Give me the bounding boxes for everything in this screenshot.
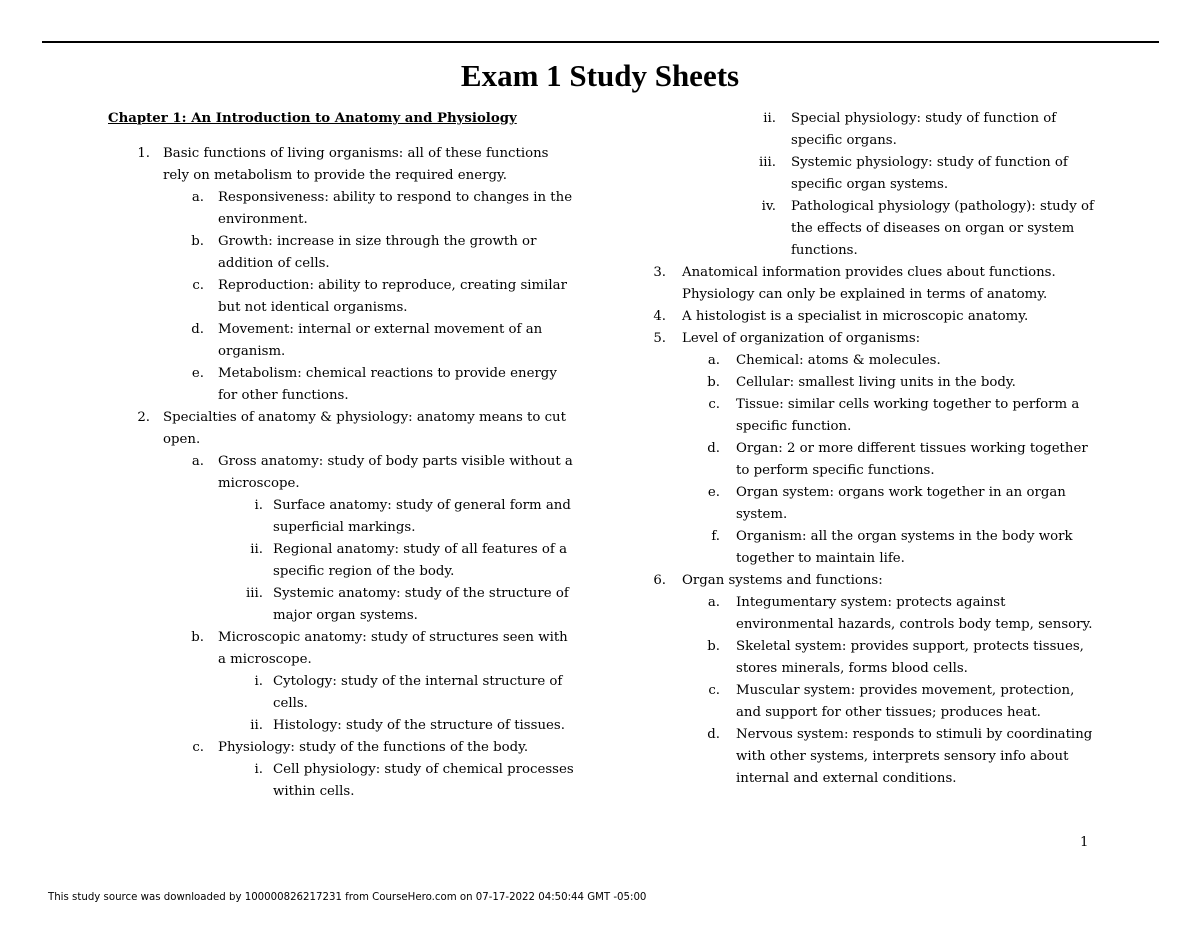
outline-marker: f. bbox=[711, 529, 720, 544]
outline-marker: d. bbox=[707, 441, 720, 456]
outline-marker: b. bbox=[191, 630, 204, 645]
outline-item bbox=[108, 143, 578, 187]
outline-text: Movement: internal or external movement of an organism. bbox=[218, 322, 543, 359]
outline-item bbox=[108, 275, 578, 319]
outline-item bbox=[108, 231, 578, 275]
outline-text: Muscular system: provides movement, protection, and support for other tissues; produces heat. bbox=[736, 683, 1075, 720]
outline-marker: 4. bbox=[653, 309, 666, 324]
outline-item bbox=[650, 152, 1100, 196]
outline-marker: d. bbox=[191, 322, 204, 337]
outline-marker: d. bbox=[707, 727, 720, 742]
outline-marker: c. bbox=[708, 397, 720, 412]
outline-marker: 2. bbox=[137, 410, 150, 425]
outline-text: Chemical: atoms & molecules. bbox=[736, 353, 941, 368]
right-outline-list bbox=[650, 108, 1100, 790]
outline-text: Nervous system: responds to stimuli by coordinating with other systems, interprets sensory info about internal and external conditions. bbox=[736, 727, 1093, 786]
outline-marker: 6. bbox=[653, 573, 666, 588]
outline-text: Regional anatomy: study of all features of a specific region of the body. bbox=[273, 542, 567, 579]
outline-item bbox=[650, 262, 1100, 306]
outline-marker: 5. bbox=[653, 331, 666, 346]
outline-item bbox=[650, 526, 1100, 570]
outline-item bbox=[650, 592, 1100, 636]
page-title: Exam 1 Study Sheets bbox=[460, 58, 740, 93]
outline-item bbox=[108, 495, 578, 539]
outline-item bbox=[108, 627, 578, 671]
outline-marker: iii. bbox=[759, 155, 776, 170]
outline-text: Pathological physiology (pathology): study of the effects of diseases on organ or system functions. bbox=[791, 199, 1094, 258]
outline-text: Organism: all the organ systems in the body work together to maintain life. bbox=[736, 529, 1073, 566]
outline-marker: ii. bbox=[763, 111, 776, 126]
outline-marker: i. bbox=[254, 762, 263, 777]
page-number: 1 bbox=[1080, 835, 1089, 850]
outline-marker: 3. bbox=[653, 265, 666, 280]
outline-text: Histology: study of the structure of tissues. bbox=[273, 718, 565, 733]
outline-item bbox=[108, 363, 578, 407]
outline-item bbox=[650, 680, 1100, 724]
outline-text: Level of organization of organisms: bbox=[682, 331, 921, 346]
outline-text: Tissue: similar cells working together to perform a specific function. bbox=[736, 397, 1080, 434]
outline-text: Anatomical information provides clues about functions. Physiology can only be explained in terms of anatomy. bbox=[682, 265, 1056, 302]
outline-item bbox=[650, 570, 1100, 592]
outline-item bbox=[650, 438, 1100, 482]
outline-item bbox=[108, 451, 578, 495]
outline-text: Gross anatomy: study of body parts visible without a microscope. bbox=[218, 454, 573, 491]
outline-text: Organ system: organs work together in an organ system. bbox=[736, 485, 1066, 522]
outline-item bbox=[108, 187, 578, 231]
outline-text: Integumentary system: protects against environmental hazards, controls body temp, sensory. bbox=[736, 595, 1093, 632]
outline-text: Metabolism: chemical reactions to provide energy for other functions. bbox=[218, 366, 557, 403]
outline-text: Growth: increase in size through the growth or addition of cells. bbox=[218, 234, 537, 271]
outline-item bbox=[108, 671, 578, 715]
outline-text: Microscopic anatomy: study of structures seen with a microscope. bbox=[218, 630, 568, 667]
outline-item bbox=[650, 724, 1100, 790]
outline-text: Skeletal system: provides support, protects tissues, stores minerals, forms blood cells. bbox=[736, 639, 1084, 676]
outline-text: Cell physiology: study of chemical processes within cells. bbox=[273, 762, 574, 799]
outline-text: Special physiology: study of function of specific organs. bbox=[791, 111, 1057, 148]
outline-item bbox=[108, 407, 578, 451]
outline-text: Reproduction: ability to reproduce, creating similar but not identical organisms. bbox=[218, 278, 567, 315]
outline-text: Basic functions of living organisms: all of these functions rely on metabolism to provide the required energy. bbox=[163, 146, 549, 183]
outline-item bbox=[650, 372, 1100, 394]
outline-item bbox=[108, 583, 578, 627]
outline-marker: i. bbox=[254, 498, 263, 513]
outline-text: Cellular: smallest living units in the body. bbox=[736, 375, 1016, 390]
outline-item bbox=[650, 328, 1100, 350]
outline-text: Responsiveness: ability to respond to changes in the environment. bbox=[218, 190, 573, 227]
outline-marker: e. bbox=[707, 485, 720, 500]
outline-marker: e. bbox=[191, 366, 204, 381]
outline-text: Specialties of anatomy & physiology: anatomy means to cut open. bbox=[163, 410, 566, 447]
outline-marker: a. bbox=[191, 454, 204, 469]
outline-marker: b. bbox=[707, 375, 720, 390]
left-column bbox=[108, 108, 578, 803]
outline-marker: b. bbox=[191, 234, 204, 249]
outline-marker: iii. bbox=[246, 586, 263, 601]
outline-item bbox=[650, 306, 1100, 328]
outline-marker: 1. bbox=[137, 146, 150, 161]
outline-text: Systemic physiology: study of function of specific organ systems. bbox=[791, 155, 1068, 192]
outline-text: Surface anatomy: study of general form and superficial markings. bbox=[273, 498, 571, 535]
outline-marker: c. bbox=[708, 683, 720, 698]
outline-item bbox=[108, 539, 578, 583]
outline-marker: c. bbox=[192, 740, 204, 755]
outline-item bbox=[650, 108, 1100, 152]
outline-item bbox=[650, 636, 1100, 680]
outline-text: A histologist is a specialist in microscopic anatomy. bbox=[682, 309, 1029, 324]
outline-item bbox=[650, 350, 1100, 372]
outline-item bbox=[108, 759, 578, 803]
outline-marker: b. bbox=[707, 639, 720, 654]
outline-text: Organ systems and functions: bbox=[682, 573, 883, 588]
outline-item bbox=[650, 394, 1100, 438]
outline-item bbox=[650, 196, 1100, 262]
outline-marker: a. bbox=[191, 190, 204, 205]
outline-item bbox=[108, 737, 578, 759]
outline-marker: a. bbox=[707, 595, 720, 610]
right-column bbox=[650, 108, 1100, 790]
outline-item bbox=[108, 715, 578, 737]
top-horizontal-rule bbox=[42, 41, 1159, 43]
chapter-heading: Chapter 1: An Introduction to Anatomy and Physiology bbox=[108, 111, 517, 126]
outline-marker: i. bbox=[254, 674, 263, 689]
left-outline-list bbox=[108, 143, 578, 803]
outline-marker: c. bbox=[192, 278, 204, 293]
outline-marker: iv. bbox=[761, 199, 776, 214]
outline-text: Physiology: study of the functions of the body. bbox=[218, 740, 529, 755]
outline-marker: ii. bbox=[250, 542, 263, 557]
outline-marker: ii. bbox=[250, 718, 263, 733]
outline-marker: a. bbox=[707, 353, 720, 368]
download-footer: This study source was downloaded by 100000826217231 from CourseHero.com on 07-17-2022 04:50:44 GMT -05:00 bbox=[48, 892, 647, 903]
outline-item bbox=[108, 319, 578, 363]
outline-text: Cytology: study of the internal structure of cells. bbox=[273, 674, 563, 711]
outline-item bbox=[650, 482, 1100, 526]
outline-text: Organ: 2 or more different tissues working together to perform specific functions. bbox=[736, 441, 1088, 478]
outline-text: Systemic anatomy: study of the structure of major organ systems. bbox=[273, 586, 569, 623]
